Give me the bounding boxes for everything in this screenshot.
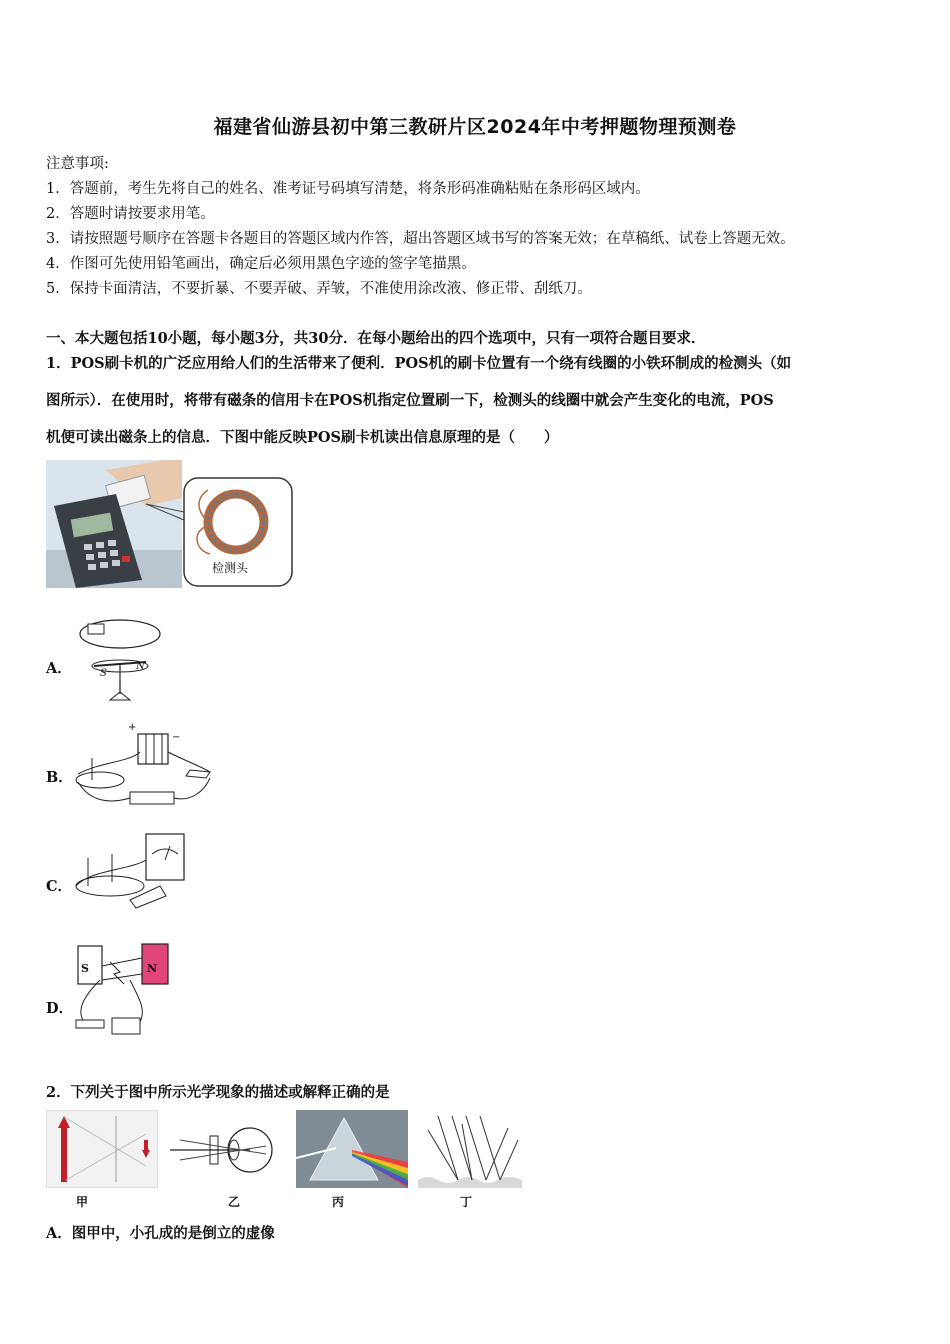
optics-figure-jia [46,1110,158,1188]
caption-jia: 甲 [75,1195,88,1209]
magnet-d-n-label: N [147,962,158,975]
battery-plus-sign: + [128,722,137,733]
q2-stem: 2．下列关于图中所示光学现象的描述或解释正确的是 [46,1084,390,1101]
pos-figure [46,460,296,590]
caption-bing: 丙 [331,1195,344,1209]
caption-ding: 丁 [459,1195,472,1209]
note-item-3: 3．请按照题号顺序在答题卡各题目的答题区域内作答，超出答题区域书写的答案无效；在草稿纸、试卷上答题无效。 [46,231,795,247]
optics-figure-yi [170,1110,282,1188]
option-d-figure [70,940,180,1040]
option-c-label: C． [46,878,73,895]
magnet-d-s-label: S [81,962,89,975]
section-heading: 一、本大题包括10小题，每小题3分，共30分．在每小题给出的四个选项中，只有一项符合题目要求． [46,330,706,347]
option-b-figure [70,722,220,816]
option-d-label: D． [46,1000,74,1017]
note-item-1: 1．答题前，考生先将自己的姓名、准考证号码填写清楚，将条形码准确粘贴在条形码区域内。 [46,181,650,197]
magnet-n-label: N [136,661,145,672]
page-title: 福建省仙游县初中第三教研片区2024年中考押题物理预测卷 [213,116,737,138]
optics-figure-bing [296,1110,408,1188]
q1-stem-line-2: 图所示）．在使用时，将带有磁条的信用卡在POS机指定位置刷一下，检测头的线圈中就会产生变化的电流，POS [46,392,774,409]
notes-heading: 注意事项: [46,156,109,172]
caption-yi: 乙 [227,1195,240,1209]
option-a-figure [70,614,165,706]
q2-option-a: A．图甲中，小孔成的是倒立的虚像 [46,1225,275,1242]
battery-minus-sign: − [172,732,181,743]
q1-stem-line-1: 1．POS刷卡机的广泛应用给人们的生活带来了便利．POS机的刷卡位置有一个绕有线圈的小铁环制成的检测头（如 [46,355,792,372]
option-a-label: A． [46,660,72,677]
magnet-s-label: S [100,668,107,679]
option-b-label: B． [46,769,73,786]
note-item-2: 2．答题时请按要求用笔。 [46,206,215,222]
optics-figure-ding [418,1110,522,1188]
q1-stem-line-3: 机便可读出磁条上的信息．下图中能反映POS刷卡机读出信息原理的是（ ） [46,429,559,446]
note-item-4: 4．作图可先使用铅笔画出，确定后必须用黑色字迹的签字笔描黑。 [46,256,476,272]
note-item-5: 5．保持卡面清洁，不要折暴、不要弄破、弄皱，不准使用涂改液、修正带、刮纸刀。 [46,281,592,297]
option-c-figure [70,830,190,910]
detection-head-label: 检测头 [212,561,249,575]
